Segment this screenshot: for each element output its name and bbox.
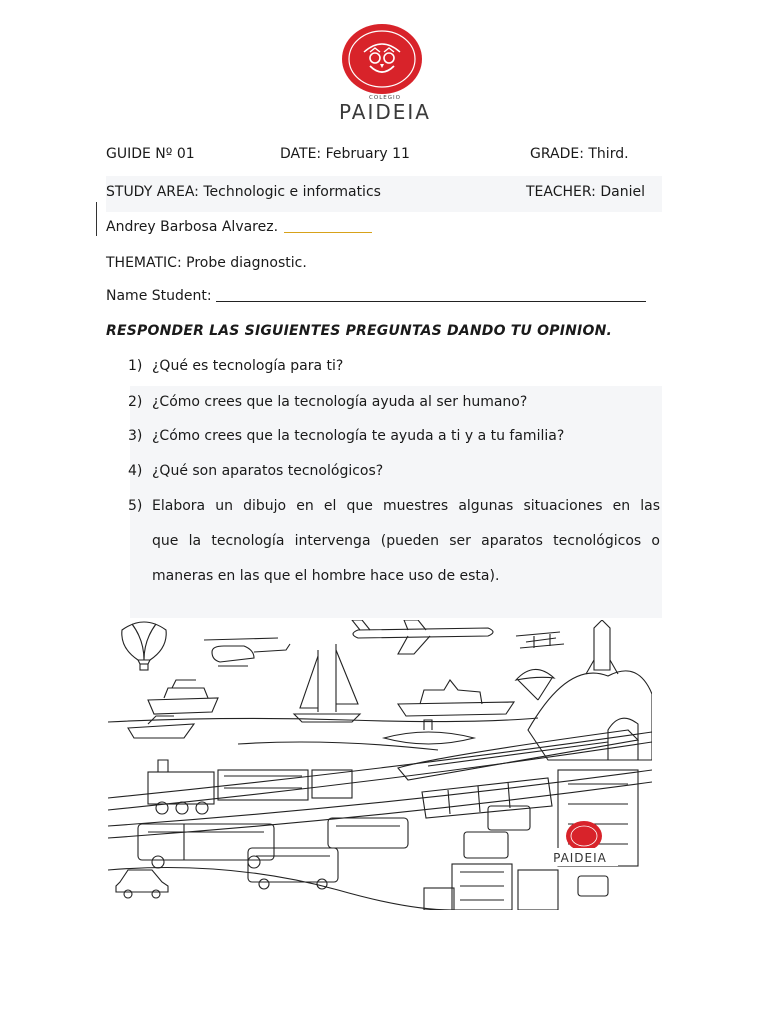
submarine-icon [384, 720, 474, 744]
technology-city-illustration [108, 620, 652, 910]
freight-train-icon [422, 778, 552, 818]
question-1 [128, 358, 343, 374]
railway-track-icon [108, 732, 652, 838]
question-4 [128, 463, 383, 479]
city-buildings-icon [424, 770, 638, 910]
question-3 [128, 428, 564, 444]
question-number: 4) [128, 463, 143, 479]
paideia-building-seal-icon [566, 821, 602, 851]
helicopter-icon [204, 638, 290, 666]
hot-air-balloon-icon [122, 622, 166, 670]
teacher-blank [284, 220, 372, 233]
building-sign: PAIDEIA [553, 851, 607, 865]
name-student-row [106, 288, 646, 304]
question-number: 3) [128, 428, 143, 444]
question-2 [128, 394, 527, 410]
logo-small-text: COLEGIO [369, 95, 401, 101]
logo-name: PAIDEIA [339, 100, 431, 124]
guide-grade: GRADE: Third. [530, 146, 629, 162]
bus-icon [138, 818, 408, 889]
question-number: 2) [128, 394, 143, 410]
question-5-line-2: que la tecnología intervenga (pueden ser aparatos tecnológicos o [152, 533, 660, 549]
instruction: RESPONDER LAS SIGUIENTES PREGUNTAS DANDO TU OPINION. [106, 323, 612, 339]
guide-date: DATE: February 11 [280, 146, 410, 162]
question-text: ¿Qué es tecnología para ti? [152, 358, 344, 374]
question-text: ¿Cómo crees que la tecnología ayuda al ser humano? [152, 394, 528, 410]
question-5-line-1: Elabora un dibujo en el que muestres algunas situaciones en las [152, 498, 660, 514]
school-logo [320, 22, 450, 124]
study-area: STUDY AREA: Technologic e informatics [106, 184, 381, 200]
teacher-label: TEACHER: Daniel [526, 184, 645, 200]
name-student-field[interactable] [216, 289, 646, 302]
teacher-name: Andrey Barbosa Alvarez. [106, 219, 279, 235]
text-cursor [96, 202, 97, 236]
airplane-icon [352, 620, 493, 654]
guide-number: GUIDE Nº 01 [106, 146, 195, 162]
rocket-icon [586, 620, 618, 674]
teacher-name-row [106, 219, 372, 235]
question-number: 1) [128, 358, 143, 374]
warship-icon [398, 680, 514, 716]
question-5-line-3: maneras en las que el hombre hace uso de esta). [152, 568, 500, 584]
school-seal-icon [340, 22, 424, 96]
question-text: ¿Cómo crees que la tecnología te ayuda a ti y a tu familia? [152, 428, 565, 444]
question-5 [152, 489, 660, 594]
name-student-label: Name Student: [106, 288, 212, 304]
biplane-icon [516, 632, 564, 648]
question-text: ¿Qué son aparatos tecnológicos? [152, 463, 384, 479]
thematic: THEMATIC: Probe diagnostic. [106, 255, 307, 271]
cruise-ship-icon [148, 680, 218, 714]
parachute-icon [516, 669, 554, 700]
sailboat-icon [294, 644, 360, 722]
question-5-number: 5) [128, 498, 143, 514]
car-icon [116, 870, 168, 898]
